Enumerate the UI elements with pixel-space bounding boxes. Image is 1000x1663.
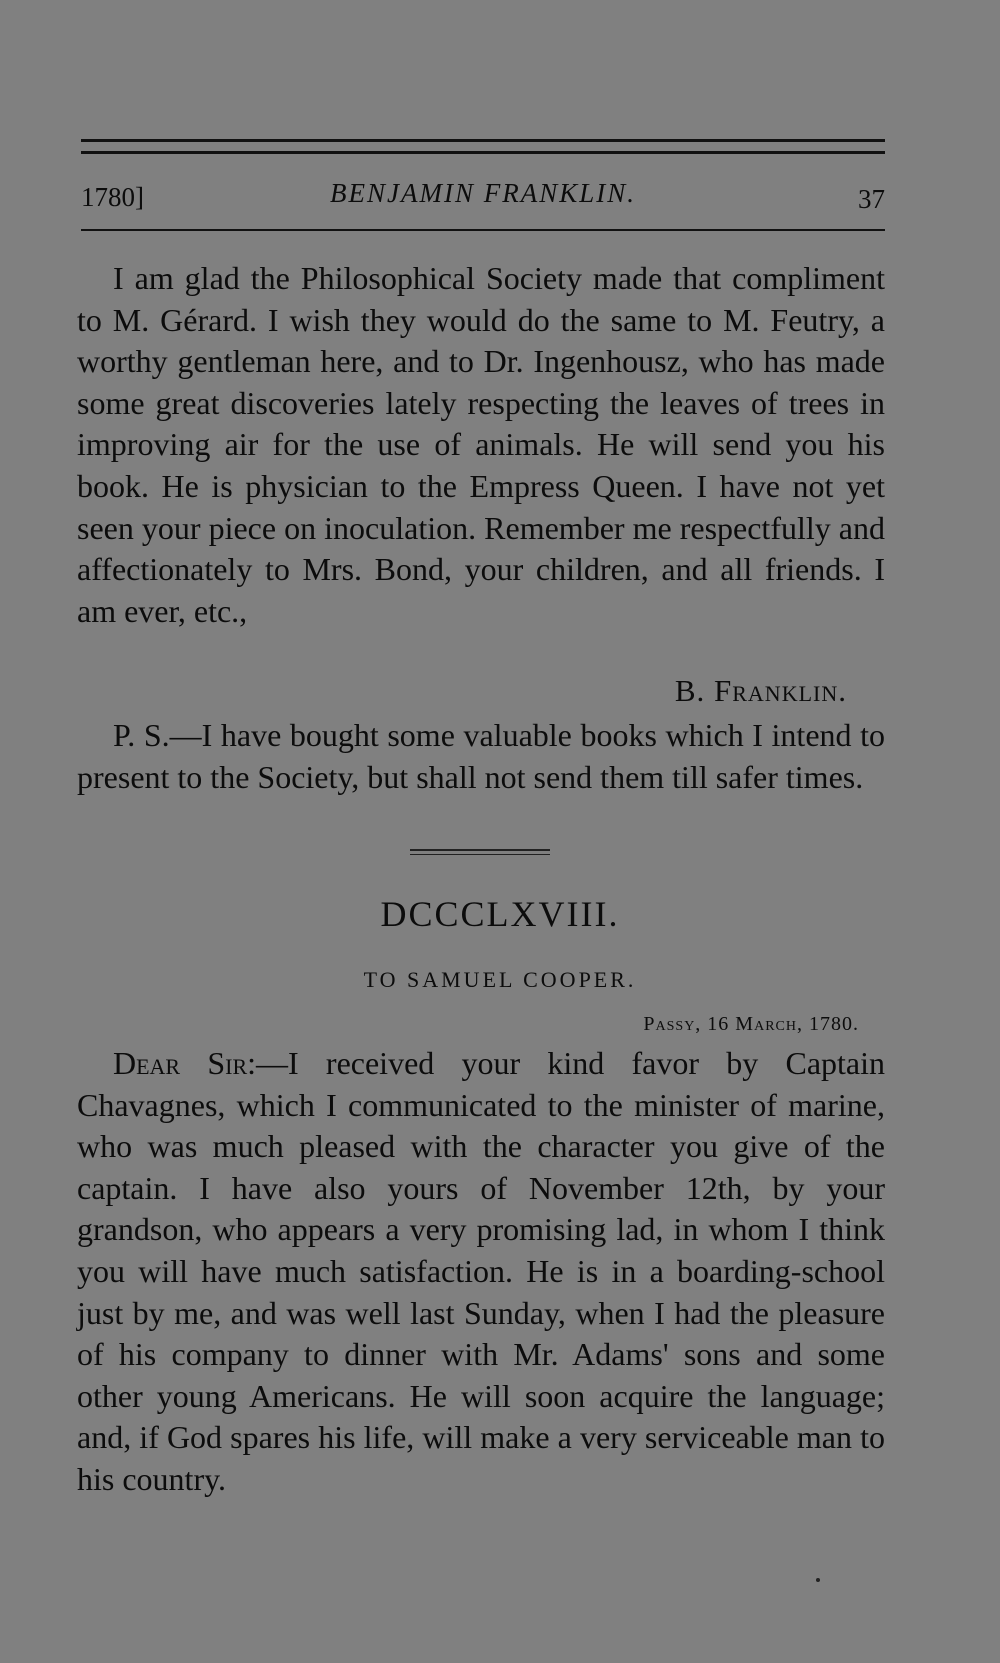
postscript-block (77, 715, 885, 798)
print-speck (816, 1578, 820, 1582)
section-divider (410, 849, 550, 851)
letter-number: DCCCLXVIII. (380, 894, 620, 934)
header-rule-second (81, 151, 885, 154)
letter-body (77, 1043, 885, 1501)
letter-dateline: Passy, 16 March, 1780. (643, 1013, 859, 1035)
section-divider-lower (410, 854, 550, 855)
postscript: P. S.—I have bought some valuable books which I intend to present to the Society, but shall not send them till safer times. (77, 717, 885, 795)
page-number: 37 (858, 184, 885, 214)
running-header (81, 178, 885, 218)
paragraph: I am glad the Philosophical Society made that compliment to M. Gérard. I wish they would do the same to M. Feutry, a worthy gentleman here, and to Dr. Ingenhousz, who has made some great discoveries lately respecting the leaves of trees in improving air for the use of animals. He will send you his book. He is physician to the Empress Queen. I have not yet seen your piece on inoculation. Remember me respectfully and affectionately to Mrs. Bond, your children, and all friends. I am ever, etc., (77, 260, 885, 629)
signature: B. Franklin. (674, 673, 847, 708)
header-rule-top (81, 139, 885, 142)
header-year: 1780] (81, 182, 144, 212)
body-text: :—I received your kind favor by Captain Chavagnes, which I communicated to the minister of marine, who was much pleased with the character you give of the captain. I have also yours of November 12th, by your grandson, who appears a very promising lad, in whom I think you will have much satisfaction. He is in a boarding-school just by me, and was well last Sunday, when I had the pleasure of his company to dinner with Mr. Adams' sons and some other young Americans. He will soon acquire the language; and, if God spares his life, will make a very serviceable man to his country. (77, 1045, 886, 1497)
letter-closing-text (77, 258, 885, 632)
header-rule-under (81, 229, 885, 231)
letter-body-text (77, 1043, 885, 1501)
letter-recipient: TO SAMUEL COOPER. (363, 967, 637, 992)
salutation: Dear Sir (113, 1045, 248, 1081)
header-title: BENJAMIN FRANKLIN. (330, 178, 636, 208)
